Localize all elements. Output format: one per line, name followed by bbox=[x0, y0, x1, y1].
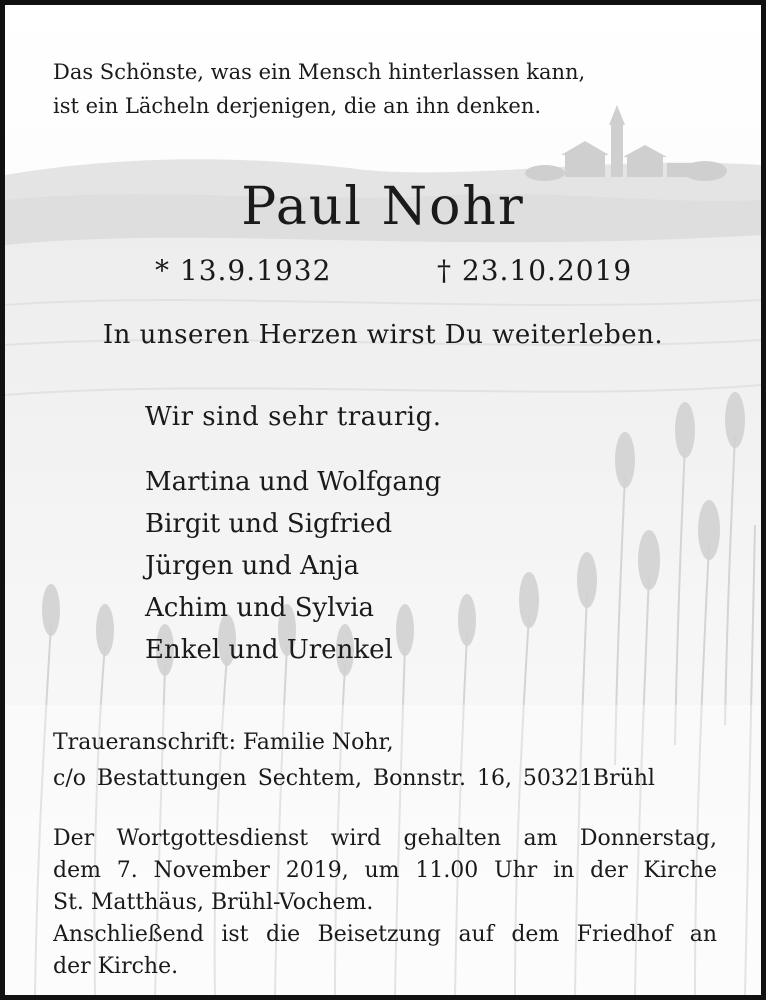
family-member: Jürgen und Anja bbox=[145, 551, 360, 581]
service-line: St. Matthäus, Brühl-Vochem. bbox=[53, 890, 374, 915]
quote-line: ist ein Lächeln derjenigen, die an ihn denken. bbox=[53, 94, 542, 118]
service-info bbox=[53, 823, 717, 983]
service-line: dem 7. November 2019, um 11.00 Uhr in der Kirche bbox=[53, 858, 717, 883]
birth-date: * 13.9.1932 bbox=[155, 254, 332, 287]
memorial-quote bbox=[53, 55, 585, 123]
family-member: Birgit und Sigfried bbox=[145, 509, 393, 539]
mourning-address: c/o Bestattungen Sechtem, Bonnstr. 16, 50321Brühl bbox=[53, 766, 655, 791]
service-line: Anschließend ist die Beisetzung auf dem Friedhof an bbox=[53, 922, 717, 947]
service-line: Der Wortgottesdienst wird gehalten am Donnerstag, bbox=[53, 826, 717, 851]
mourning-text: Wir sind sehr traurig. bbox=[145, 402, 442, 432]
mourning-address-label: Traueranschrift: Familie Nohr, bbox=[53, 730, 394, 755]
memorial-motto: In unseren Herzen wirst Du weiterleben. bbox=[102, 320, 664, 350]
family-member: Achim und Sylvia bbox=[145, 593, 375, 623]
quote-line: Das Schönste, was ein Mensch hinterlassen kann, bbox=[53, 60, 586, 84]
service-line: der Kirche. bbox=[53, 954, 179, 979]
family-member: Enkel und Urenkel bbox=[145, 635, 393, 665]
death-date: † 23.10.2019 bbox=[437, 254, 633, 287]
family-member: Martina und Wolfgang bbox=[145, 467, 442, 497]
family-list bbox=[145, 461, 441, 671]
deceased-name: Paul Nohr bbox=[241, 177, 525, 237]
